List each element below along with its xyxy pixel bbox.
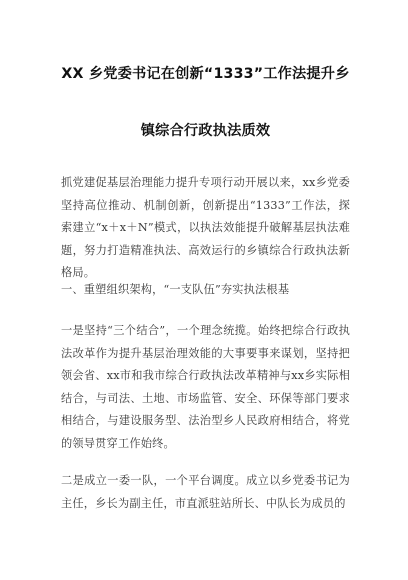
intro-paragraph: 抓党建促基层治理能力提升专项行动开展以来，xx乡党委坚持高位推动、机制创新，创新提出“1333”工作法，探索建立“x＋x＋N”模式，以执法效能提升破解基层执法难题，努力打造精准执法、高效运行的乡镇综合行政执法新格局。 [61,176,350,279]
document-title-line-2: 镇综合行政执法质效 [140,123,271,139]
document-title-line-1: XX 乡党委书记在创新“1333”工作法提升乡 [61,66,350,82]
body-paragraph-2: 二是成立一委一队，一个平台调度。成立以乡党委书记为主任，乡长为副主任，市直派驻站所长、中队长为成员的 [61,474,350,510]
body-paragraph-1: 一是坚持“三个结合”，一个理念统揽。始终把综合行政执法改革作为提升基层治理效能的大事要事来谋划，坚持把领会省、xx市和我市综合行政执法改革精神与xx乡实际相结合，与司法、土地、市场监管、安全、环保等部门要求相结合，与建设服务型、法治型乡人民政府相结合，将党的领导贯穿工作始终。 [61,324,350,450]
section-heading: 一、重塑组织架构，“一支队伍”夯实执法根基 [61,283,290,296]
